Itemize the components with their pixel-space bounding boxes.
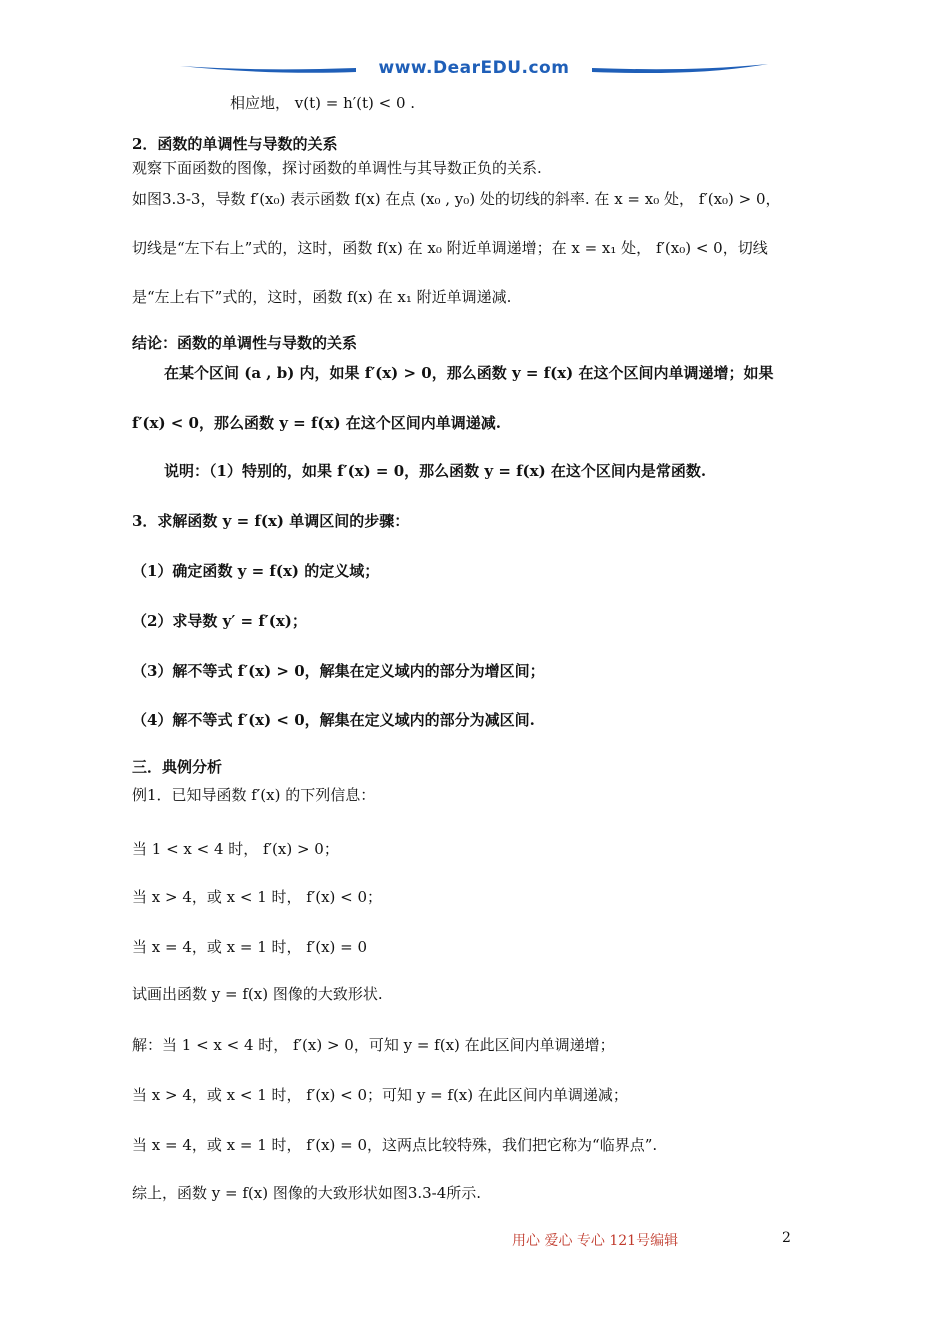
text-line: 当 x > 4，或 x < 1 时， f′(x) < 0；可知 y = f(x) 在此区间内单调递减；	[132, 1086, 628, 1104]
text-line: 当 x = 4，或 x = 1 时， f′(x) = 0	[132, 938, 368, 956]
site-header-banner	[178, 56, 770, 84]
site-name: www.DearEDU.com	[378, 58, 570, 78]
text-line: f′(x) < 0，那么函数 y = f(x) 在这个区间内单调递减.	[132, 414, 501, 432]
text-line: 在某个区间 (a , b) 内，如果 f′(x) > 0，那么函数 y = f(x) 在这个区间内单调递增；如果	[164, 364, 774, 382]
note-line: 说明：（1）特别的，如果 f′(x) = 0，那么函数 y = f(x) 在这个区间内是常函数.	[164, 462, 707, 480]
text-line: 当 1 < x < 4 时， f′(x) > 0；	[132, 840, 339, 858]
section-heading: 2．函数的单调性与导数的关系	[132, 135, 338, 153]
text-line: 观察下面函数的图像，探讨函数的单调性与其导数正负的关系.	[132, 159, 542, 177]
section-heading: 3．求解函数 y = f(x) 单调区间的步骤：	[132, 512, 410, 530]
step-item: （2）求导数 y′ = f′(x)；	[132, 612, 307, 630]
text-line: 当 x = 4，或 x = 1 时， f′(x) = 0，这两点比较特殊，我们把它称为“临界点”.	[132, 1136, 658, 1154]
step-item: （4）解不等式 f′(x) < 0，解集在定义域内的部分为减区间.	[132, 711, 535, 729]
footer-text: 用心 爱心 专心 121号编辑	[512, 1233, 679, 1249]
step-item: （1）确定函数 y = f(x) 的定义域；	[132, 562, 380, 580]
text-line: 综上，函数 y = f(x) 图像的大致形状如图3.3-4所示.	[132, 1184, 482, 1202]
text-line: 是“左上右下”式的，这时，函数 f(x) 在 x₁ 附近单调递减.	[132, 288, 512, 306]
text-line: 相应地， v(t) = h′(t) < 0 .	[230, 94, 416, 112]
text-line: 当 x > 4，或 x < 1 时， f′(x) < 0；	[132, 888, 383, 906]
page-number: 2	[782, 1230, 791, 1246]
text-line: 切线是“左下右上”式的，这时，函数 f(x) 在 x₀ 附近单调递增；在 x = x₁ 处， f′(x₀) < 0，切线	[132, 239, 768, 257]
step-item: （3）解不等式 f′(x) > 0，解集在定义域内的部分为增区间；	[132, 662, 545, 680]
section-heading: 三．典例分析	[132, 758, 223, 776]
conclusion-heading: 结论：函数的单调性与导数的关系	[132, 334, 358, 352]
solution-line: 解：当 1 < x < 4 时， f′(x) > 0，可知 y = f(x) 在此区间内单调递增；	[132, 1036, 615, 1054]
text-line: 如图3.3-3，导数 f′(x₀) 表示函数 f(x) 在点 (x₀ , y₀) 处的切线的斜率. 在 x = x₀ 处， f′(x₀) > 0，	[132, 190, 781, 208]
text-line: 试画出函数 y = f(x) 图像的大致形状.	[132, 985, 383, 1003]
example-title: 例1．已知导函数 f′(x) 的下列信息：	[132, 786, 376, 804]
